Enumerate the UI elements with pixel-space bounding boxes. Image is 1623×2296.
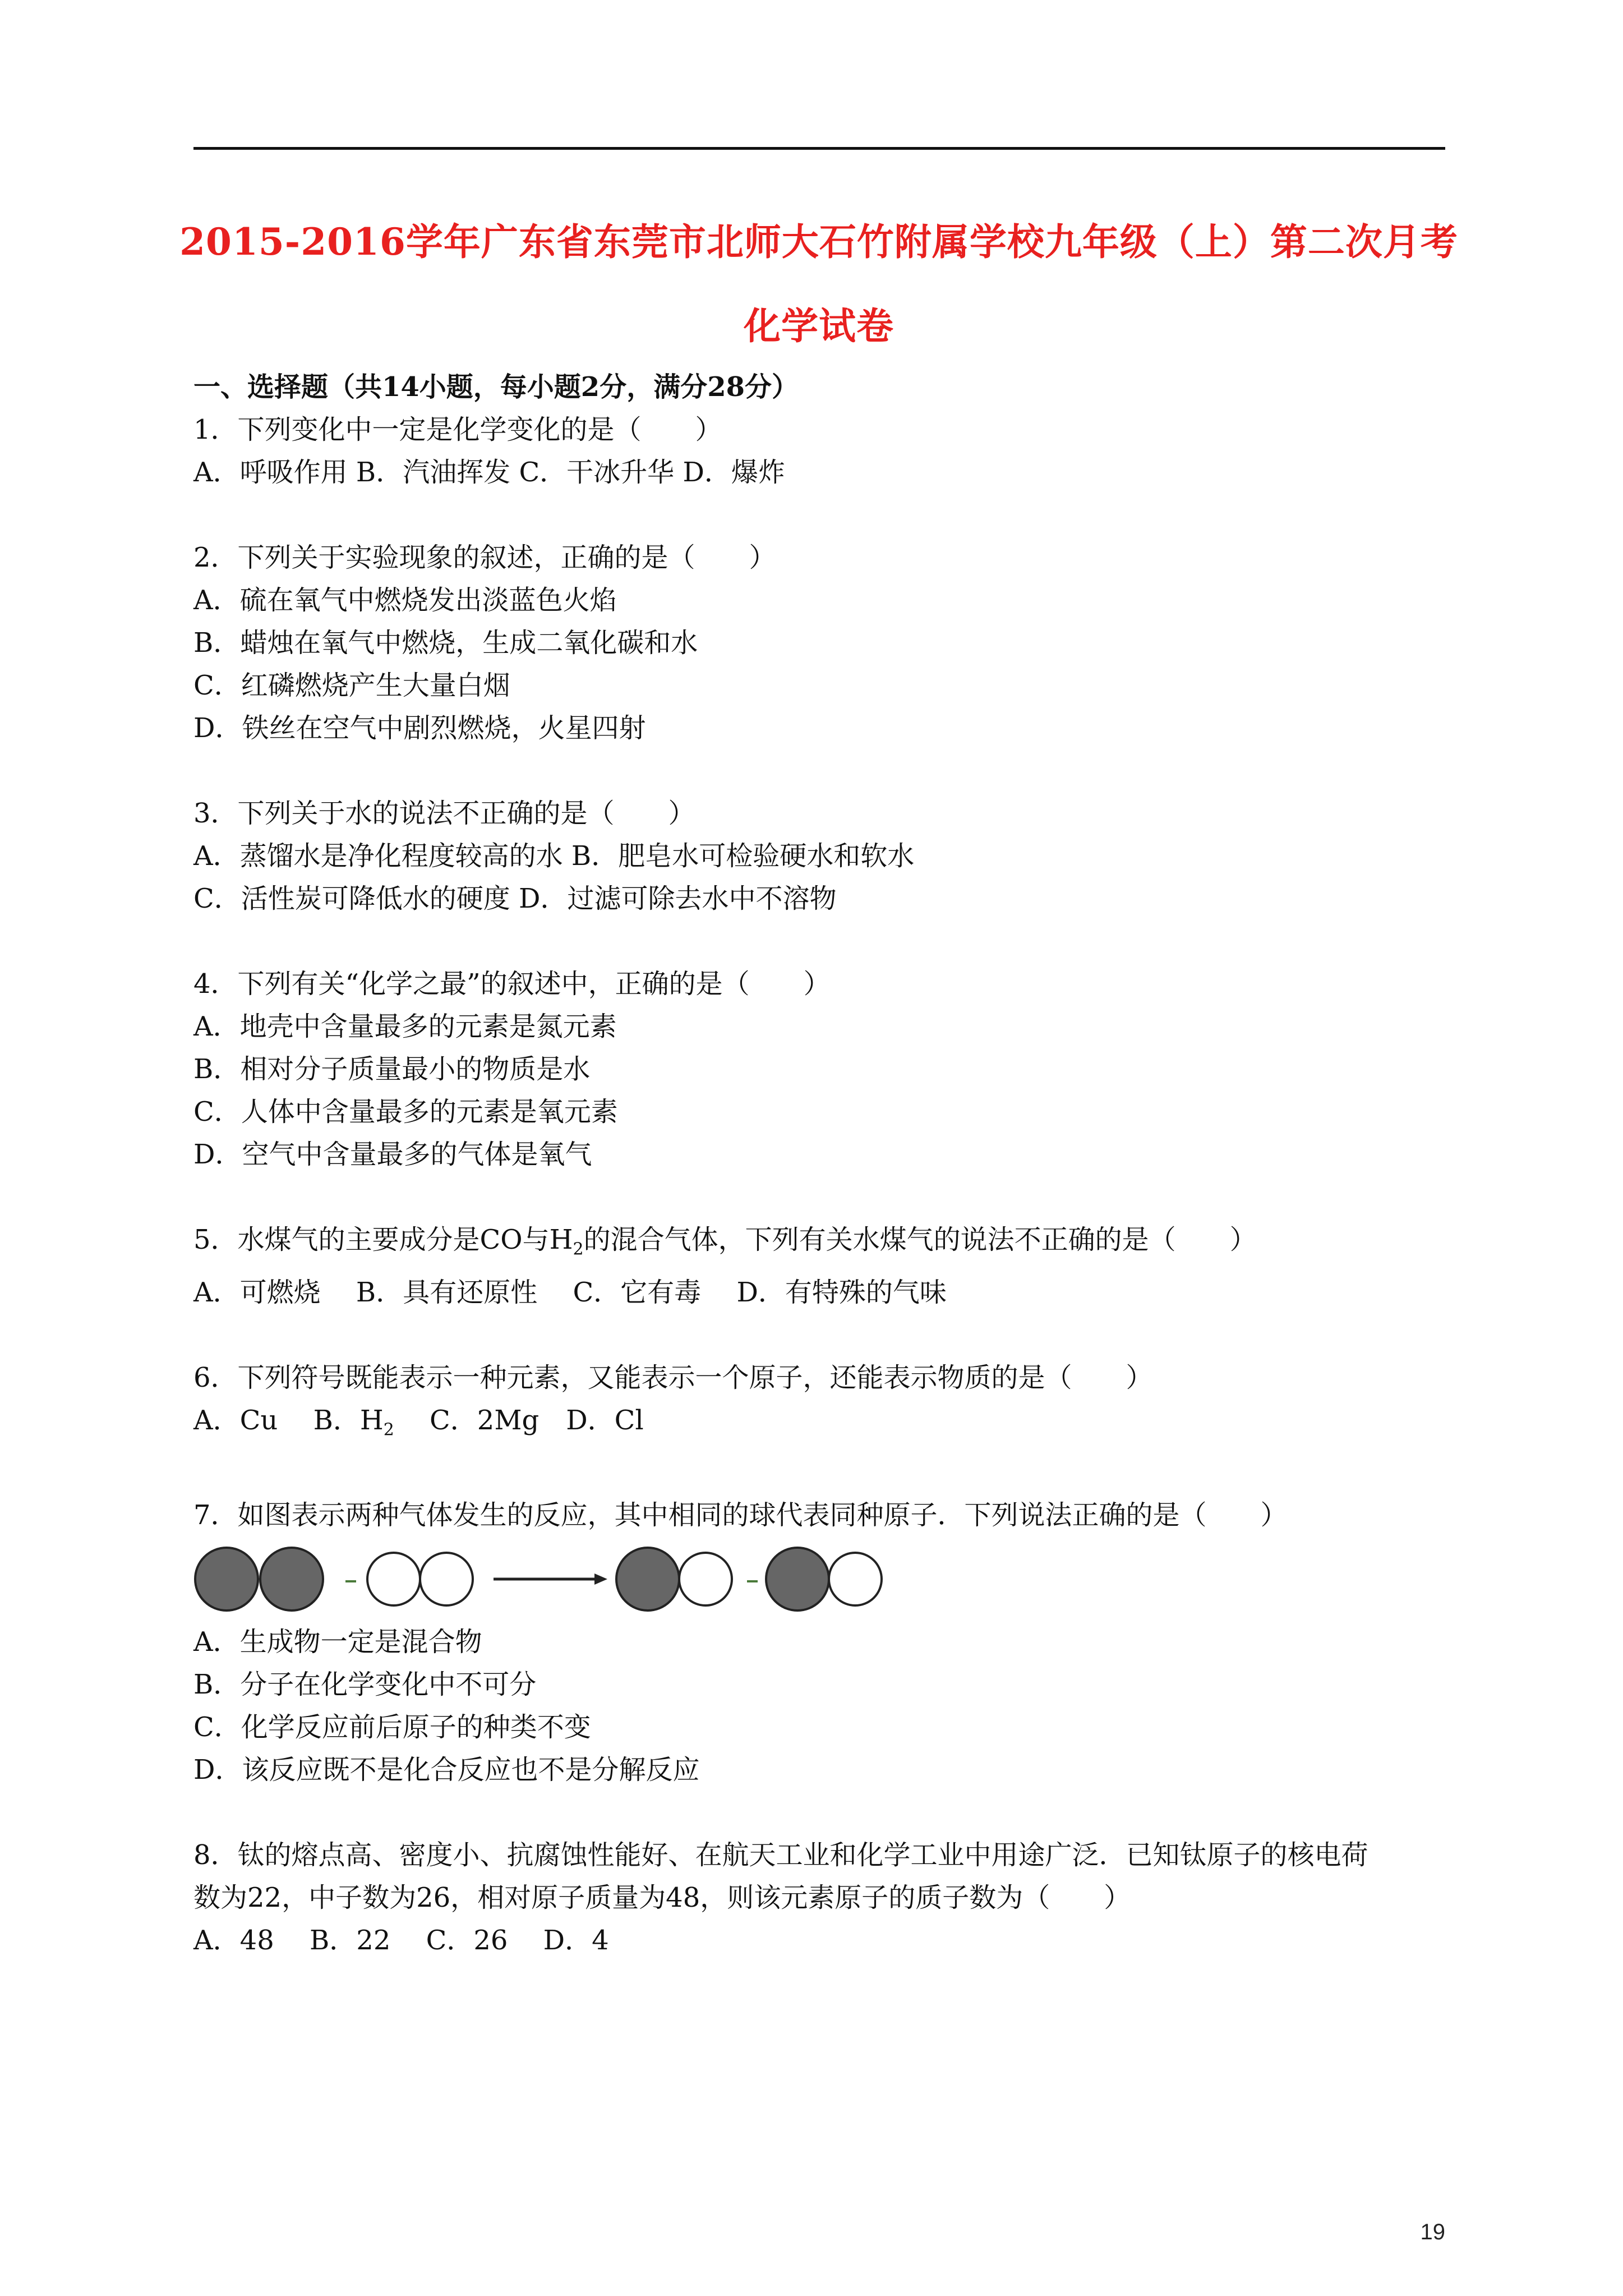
question-stem bbox=[193, 1218, 1445, 1271]
question-options: A．可燃烧 B．具有还原性 C．它有毒 D．有特殊的气味 bbox=[193, 1276, 947, 1308]
option-b: B．蜡烛在氧气中燃烧，生成二氧化碳和水 bbox=[193, 627, 698, 659]
question-8 bbox=[193, 1834, 1445, 1962]
option-c: C．人体中含量最多的元素是氧元素 bbox=[193, 1096, 618, 1128]
question-stem: 7．如图表示两种气体发生的反应，其中相同的球代表同种原子．下列说法正确的是（ ） bbox=[193, 1499, 1288, 1531]
dark-atom bbox=[195, 1548, 258, 1611]
page-number: 19 bbox=[1420, 2220, 1445, 2244]
page-title-line2: 化学试卷 bbox=[744, 304, 894, 348]
question-stem-line1: 8．钛的熔点高、密度小、抗腐蚀性能好、在航天工业和化学工业中用途广泛．已知钛原子的核电荷 bbox=[193, 1839, 1368, 1871]
question-options: A．呼吸作用 B．汽油挥发 C．干冰升华 D．爆炸 bbox=[193, 457, 785, 488]
stem-text: 的混合气体，下列有关水煤气的说法不正确的是（ ） bbox=[583, 1224, 1257, 1255]
reaction-diagram bbox=[193, 1542, 1445, 1616]
question-7 bbox=[193, 1494, 1445, 1791]
option-a: A．地壳中含量最多的元素是氮元素 bbox=[193, 1011, 617, 1042]
option-a: A．生成物一定是混合物 bbox=[193, 1626, 482, 1658]
question-5 bbox=[193, 1218, 1445, 1314]
options-text: A．Cu B．H bbox=[193, 1404, 384, 1436]
options-row-1: A．蒸馏水是净化程度较高的水 B．肥皂水可检验硬水和软水 bbox=[193, 840, 915, 872]
stem-text: 5．水煤气的主要成分是CO与H bbox=[193, 1224, 573, 1255]
light-atom bbox=[829, 1553, 882, 1605]
option-b: B．相对分子质量最小的物质是水 bbox=[193, 1053, 591, 1085]
option-c: C．化学反应前后原子的种类不变 bbox=[193, 1711, 591, 1743]
question-stem: 3．下列关于水的说法不正确的是（ ） bbox=[193, 798, 695, 829]
question-stem: 1．下列变化中一定是化学变化的是（ ） bbox=[193, 414, 722, 445]
question-options bbox=[193, 1399, 1445, 1452]
question-options: A．48 B．22 C．26 D．4 bbox=[193, 1925, 609, 1957]
dark-atom bbox=[766, 1548, 829, 1611]
option-d: D．该反应既不是化合反应也不是分解反应 bbox=[193, 1754, 700, 1786]
subscript: 2 bbox=[573, 1239, 584, 1259]
subscript: 2 bbox=[383, 1420, 394, 1440]
option-b: B．分子在化学变化中不可分 bbox=[193, 1669, 537, 1701]
option-d: D．空气中含量最多的气体是氧气 bbox=[193, 1139, 592, 1170]
exam-content bbox=[193, 366, 1445, 1962]
question-stem: 2．下列关于实验现象的叙述，正确的是（ ） bbox=[193, 542, 776, 573]
reaction-svg bbox=[193, 1542, 923, 1616]
question-2 bbox=[193, 536, 1445, 749]
arrow-head bbox=[594, 1573, 607, 1585]
light-atom bbox=[679, 1553, 732, 1605]
question-1 bbox=[193, 408, 1445, 494]
options-text: C．2Mg D．Cl bbox=[394, 1404, 644, 1436]
page-title-line1: 2015-2016学年广东省东莞市北师大石竹附属学校九年级（上）第二次月考 bbox=[179, 220, 1458, 264]
option-a: A．硫在氧气中燃烧发出淡蓝色火焰 bbox=[193, 585, 617, 616]
dark-atom bbox=[260, 1548, 323, 1611]
header-rule bbox=[193, 147, 1445, 150]
question-3 bbox=[193, 792, 1445, 920]
question-6 bbox=[193, 1356, 1445, 1452]
question-stem: 4．下列有关“化学之最”的叙述中，正确的是（ ） bbox=[193, 968, 831, 1000]
option-d: D．铁丝在空气中剧烈燃烧，火星四射 bbox=[193, 712, 646, 744]
dark-atom bbox=[616, 1548, 679, 1611]
light-atom bbox=[420, 1553, 473, 1605]
option-c: C．红磷燃烧产生大量白烟 bbox=[193, 670, 510, 701]
options-row-2: C．活性炭可降低水的硬度 D．过滤可除去水中不溶物 bbox=[193, 883, 837, 914]
question-stem-line2: 数为22，中子数为26，相对原子质量为48，则该元素原子的质子数为（ ） bbox=[193, 1882, 1131, 1914]
question-4 bbox=[193, 963, 1445, 1176]
light-atom bbox=[367, 1553, 420, 1605]
section-heading: 一、选择题（共14小题，每小题2分，满分28分） bbox=[193, 371, 799, 403]
question-stem: 6．下列符号既能表示一种元素，又能表示一个原子，还能表示物质的是（ ） bbox=[193, 1361, 1153, 1393]
